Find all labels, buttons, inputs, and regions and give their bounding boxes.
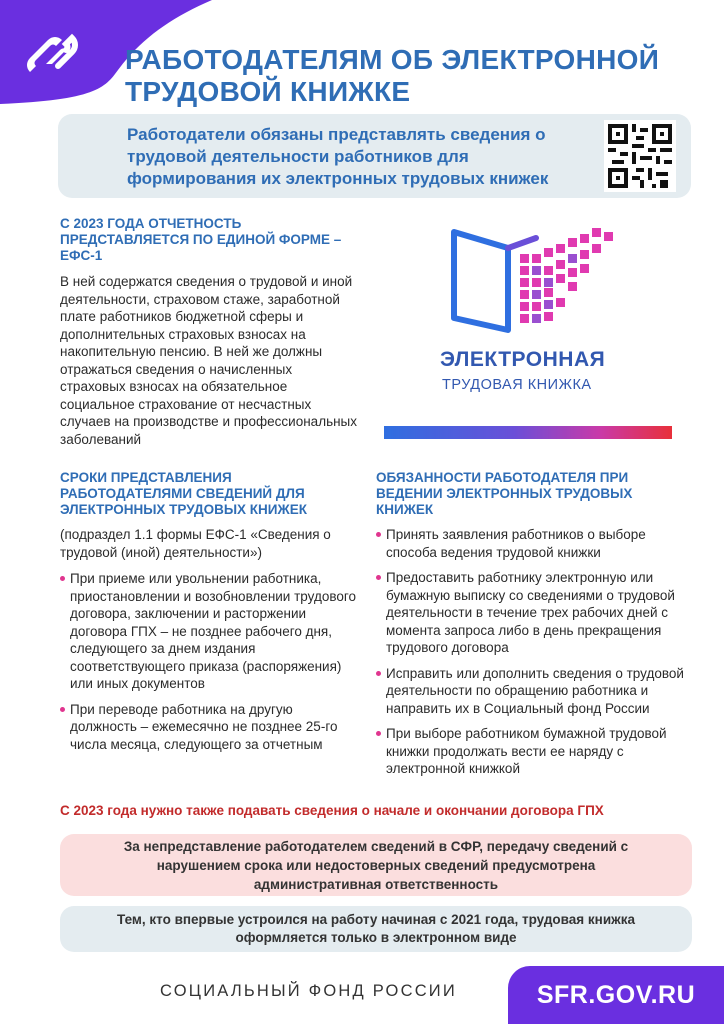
section-heading-duties: ОБЯЗАННОСТИ РАБОТОДАТЕЛЯ ПРИ ВЕДЕНИИ ЭЛЕКТРОННЫХ ТРУДОВЫХ КНИЖЕК <box>376 470 633 517</box>
badge-subtitle: ТРУДОВАЯ КНИЖКА <box>442 377 592 393</box>
section-body-efs1: В ней содержатся сведения о трудовой и иной деятельности, страховом стаже, заработной плате работников бюджетной сферы и дополнительных страховых взносах на накопительную пенсию. В ней же должны отражаться сведения о начисленных страховых взносах на обязательное социальное страхование от несчастных случаев на производстве и профессиональных заболеваний <box>60 274 358 447</box>
list-item: Принять заявления работников о выборе способа ведения трудовой книжки <box>376 526 692 561</box>
footer-site-link[interactable]: SFR.GOV.RU <box>508 966 724 1024</box>
list-item: При приеме или увольнении работника, приостановлении и возобновлении трудового договора, заключении и расторжении договора ГПХ – не позднее рабочего дня, следующего за днем издания соответствующего приказа (распоряжения) или иных документов <box>60 570 360 693</box>
deadlines-list <box>60 570 360 761</box>
gradient-divider <box>384 426 672 439</box>
info-box: Тем, кто впервые устроился на работу начиная с 2021 года, трудовая книжка оформляется только в электронном виде <box>60 906 692 952</box>
gph-note: С 2023 года нужно также подавать сведения о начале и окончании договора ГПХ <box>60 803 604 818</box>
qr-code-icon[interactable] <box>604 120 676 192</box>
lead-text: Работодатели обязаны представлять сведения о трудовой деятельности работников для формирования их электронных трудовых книжек <box>127 125 549 188</box>
duties-list <box>376 526 692 786</box>
badge-title: ЭЛЕКТРОННАЯ <box>440 348 606 371</box>
section-heading-efs1: С 2023 ГОДА ОТЧЕТНОСТЬ ПРЕДСТАВЛЯЕТСЯ ПО ЕДИНОЙ ФОРМЕ – ЕФС-1 <box>60 216 342 263</box>
section-subtitle-deadlines: (подраздел 1.1 формы ЕФС-1 «Сведения о трудовой (иной) деятельности») <box>60 527 331 560</box>
sfr-logo-icon <box>22 22 84 84</box>
section-heading-deadlines: СРОКИ ПРЕДСТАВЛЕНИЯ РАБОТОДАТЕЛЯМИ СВЕДЕНИЙ ДЛЯ ЭЛЕКТРОННЫХ ТРУДОВЫХ КНИЖЕК <box>60 470 307 517</box>
page-title: РАБОТОДАТЕЛЯМ ОБ ЭЛЕКТРОННОЙ ТРУДОВОЙ КНИЖКЕ <box>125 44 660 107</box>
list-item: Исправить или дополнить сведения о трудовой деятельности по обращению работника и направить их в Социальный фонд России <box>376 665 692 718</box>
list-item: При выборе работником бумажной трудовой книжки продолжать вести ее наряду с электронной книжкой <box>376 725 692 778</box>
warning-box: За непредставление работодателем сведений в СФР, передачу сведений с нарушением срока или недостоверных сведений предусмотрена административная ответственность <box>60 834 692 896</box>
list-item: При переводе работника на другую должность – ежемесячно не позднее 25-го числа месяца, следующего за отчетным <box>60 701 360 754</box>
list-item: Предоставить работнику электронную или бумажную выписку со сведениями о трудовой деятельности в течение трех рабочих дней с момента запроса либо в день прекращения трудового договора <box>376 569 692 657</box>
footer-org-name: СОЦИАЛЬНЫЙ ФОНД РОССИИ <box>160 982 457 1000</box>
